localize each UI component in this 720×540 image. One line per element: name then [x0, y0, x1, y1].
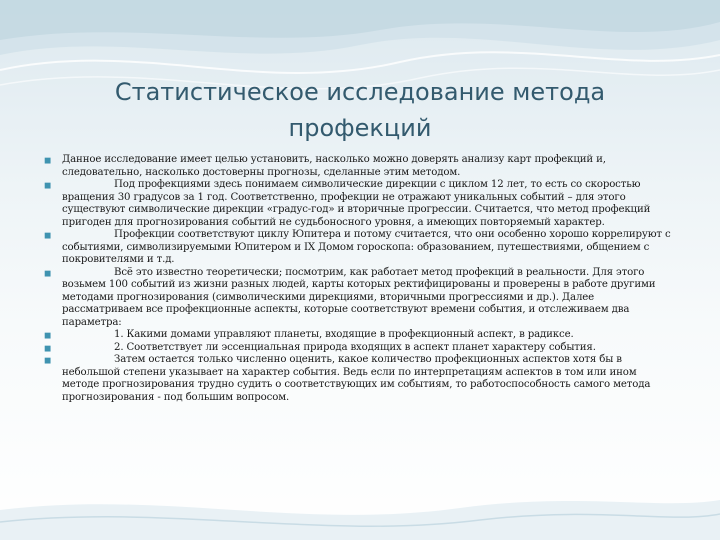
paragraph-text: Всё это известно теоретически; посмотрим, как работает метод профекций в реальности. Для этого возьмем 100 событий из жизни разных людей, карты которых ректифицированы и проверены в работе другими методами прогнозирования (символическими дирекциями, вторичными прогрессиями и др.). Далее рассматриваем все профекционные аспекты, которые соответствуют времени события, и отслеживаем два параметра: [62, 266, 656, 328]
paragraph-text: 2. Соответствует ли эссенциальная природа входящих в аспект планет характеру события. [114, 341, 596, 353]
square-bullet-icon: ◼ [44, 343, 52, 354]
paragraph-text: 1. Какими домами управляют планеты, входящие в профекционный аспект, в радиксе. [114, 329, 574, 340]
square-bullet-icon: ◼ [44, 181, 52, 191]
paragraph-text: Профекции соответствуют циклу Юпитера и потому считается, что они особенно хорошо коррелируют с событиями, символизируемыми Юпитером и IX Домом гороскопа: образованием, путешествиями, общением с покровителями и т.д. [62, 229, 671, 265]
paragraph-text: Данное исследование имеет целью установить, насколько можно доверять анализу карт профекций и, следовательно, насколько достоверны прогнозы, сделанные этим методом. [62, 154, 606, 178]
decorative-wave-bottom [0, 480, 720, 540]
square-bullet-icon: ◼ [44, 331, 52, 341]
list-item [44, 179, 674, 229]
list-item [44, 154, 674, 179]
list-item [44, 229, 674, 267]
square-bullet-icon: ◼ [44, 156, 52, 166]
square-bullet-icon: ◼ [44, 268, 52, 279]
square-bullet-icon: ◼ [44, 231, 52, 241]
list-item [44, 329, 674, 342]
square-bullet-icon: ◼ [44, 356, 52, 366]
paragraph-text: Затем остается только численно оценить, какое количество профекционных аспектов хотя бы в небольшой степени указывает на характер события. Ведь если по интерпретациям аспектов в том или ином методе прогнозирования трудно судить о соответствующих им событиям, то работоспособность самого метода прогнозирования - под большим вопросом. [62, 354, 651, 403]
slide-title: Статистическое исследование метода профекций [114, 78, 606, 142]
paragraph-list [44, 154, 674, 404]
list-item [44, 354, 674, 404]
list-item [44, 342, 674, 355]
paragraph-text: Под профекциями здесь понимаем символические дирекции с циклом 12 лет, то есть со скоростью вращения 30 градусов за 1 год. Соответственно, профекции не отражают уникальных событий – для этого существуют символические дирекции «градус-год» и вторичные прогрессии. Считается, что метод профекций пригоден для прогнозирования событий не судьбоносного уровня, а имеющих повторяемый характер. [62, 179, 651, 228]
list-item [44, 267, 674, 330]
